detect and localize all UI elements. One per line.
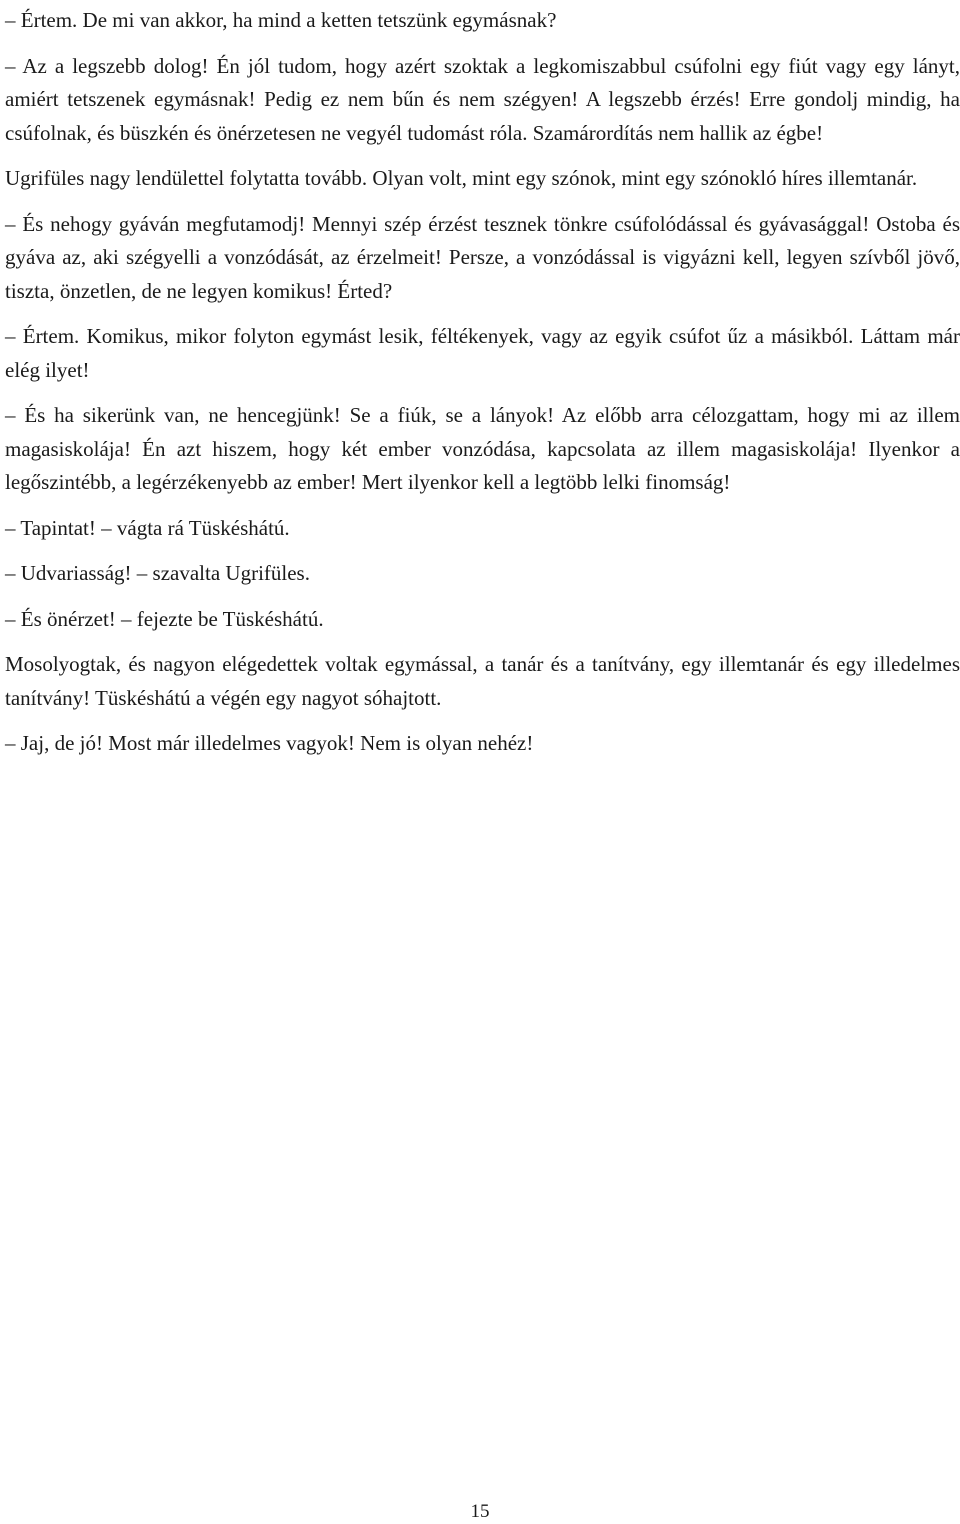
paragraph: – És ha sikerünk van, ne hencegjünk! Se a fiúk, se a lányok! Az előbb arra célozgattam, hogy mi az illem magasiskolája! Én azt hiszem, hogy két ember vonzódása, kapcsolata az illem magasiskolája! Ilyenkor a legőszintébb, a legérzékenyebb az ember! Mert ilyenkor kell a legtöbb lelki finomság! — [5, 403, 960, 494]
paragraph: – És nehogy gyáván megfutamodj! Mennyi szép érzést tesznek tönkre csúfolódással és gyávasággal! Ostoba és gyáva az, aki szégyelli a vonzódását, az érzelmeit! Persze, a vonzódással is vigyázni kell, legyen szívből jövő, tiszta, önzetlen, de ne legyen komikus! Érted? — [5, 211, 960, 303]
page-number: 15 — [470, 1501, 490, 1522]
body-text — [5, 4, 960, 773]
paragraph: Mosolyogtak, és nagyon elégedettek voltak egymással, a tanár és a tanítvány, egy illemtanár és egy illedelmes tanítvány! Tüskéshátú a végén egy nagyot sóhajtott. — [5, 652, 960, 710]
paragraph: – És önérzet! – fejezte be Tüskéshátú. — [5, 606, 324, 631]
paragraph: – Tapintat! – vágta rá Tüskéshátú. — [5, 515, 290, 540]
paragraph: – Értem. De mi van akkor, ha mind a ketten tetszünk egymásnak? — [5, 8, 557, 32]
paragraph: Ugrifüles nagy lendülettel folytatta tovább. Olyan volt, mint egy szónok, mint egy szónokló híres illemtanár. — [5, 166, 918, 190]
paragraph: – Értem. Komikus, mikor folyton egymást lesik, féltékenyek, vagy az egyik csúfot űz a másikból. Láttam már elég ilyet! — [5, 324, 960, 382]
paragraph: – Jaj, de jó! Most már illedelmes vagyok! Nem is olyan nehéz! — [5, 731, 534, 755]
paragraph: – Az a legszebb dolog! Én jól tudom, hogy azért szoktak a legkomiszabbul csúfolni egy fiút vagy egy lányt, amiért tetszenek egymásnak! Pedig ez nem bűn és nem szégyen! A legszebb érzés! Erre gondolj mindig, ha csúfolnak, és büszkén és önérzetesen ne vegyél tudomást róla. Szamárordítás nem hallik az égbe! — [5, 53, 960, 145]
paragraph: – Udvariasság! – szavalta Ugrifüles. — [5, 561, 310, 585]
